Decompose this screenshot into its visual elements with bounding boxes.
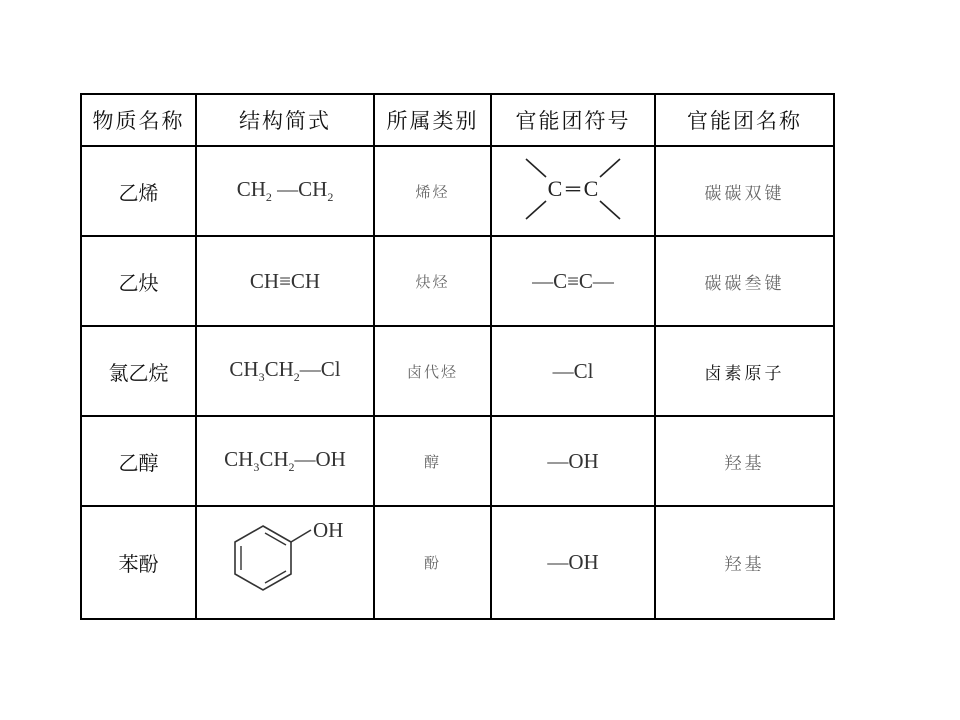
- group-name: 碳碳双键: [655, 146, 834, 236]
- category: 烯烃: [374, 146, 491, 236]
- structural-formula: $CH_3CH_2—OH$: [196, 416, 374, 506]
- header-structural-formula: 结构简式: [196, 94, 374, 146]
- group-name: 碳碳叁键: [655, 236, 834, 326]
- group-symbol: —OH: [491, 416, 655, 506]
- structural-formula: CH≡CH: [196, 236, 374, 326]
- table-row: [81, 506, 834, 619]
- substance-name: 乙醇: [81, 416, 196, 506]
- category: 酚: [374, 506, 491, 619]
- table-row: [81, 146, 834, 236]
- group-name: 羟基: [655, 416, 834, 506]
- group-symbol: —Cl: [491, 326, 655, 416]
- phenol-structure-diagram: [215, 516, 355, 606]
- substance-name: 苯酚: [81, 506, 196, 619]
- substance-name: 氯乙烷: [81, 326, 196, 416]
- header-group-name: 官能团名称: [655, 94, 834, 146]
- header-group-symbol: 官能团符号: [491, 94, 655, 146]
- table-row: [81, 326, 834, 416]
- category: 卤代烃: [374, 326, 491, 416]
- header-row: [81, 94, 834, 146]
- group-symbol: [491, 146, 655, 236]
- structural-formula: [196, 506, 374, 619]
- structural-formula: $CH_2$ $—CH_2$: [196, 146, 374, 236]
- group-name: 羟基: [655, 506, 834, 619]
- header-category: 所属类别: [374, 94, 491, 146]
- group-symbol: —C≡C—: [491, 236, 655, 326]
- functional-group-table: [80, 93, 835, 620]
- substance-name: 乙炔: [81, 236, 196, 326]
- structural-formula: $CH_3CH_2—Cl$: [196, 326, 374, 416]
- category: 醇: [374, 416, 491, 506]
- svg-text:C: C: [583, 176, 599, 201]
- svg-text:OH: OH: [313, 517, 344, 542]
- group-name: 卤素原子: [655, 326, 834, 416]
- svg-text:C: C: [547, 176, 563, 201]
- category: 炔烃: [374, 236, 491, 326]
- header-substance-name: 物质名称: [81, 94, 196, 146]
- table-row: [81, 416, 834, 506]
- carbon-double-bond-diagram: [518, 149, 628, 229]
- group-symbol: —OH: [491, 506, 655, 619]
- svg-text:═: ═: [565, 178, 581, 200]
- table-row: [81, 236, 834, 326]
- substance-name: 乙烯: [81, 146, 196, 236]
